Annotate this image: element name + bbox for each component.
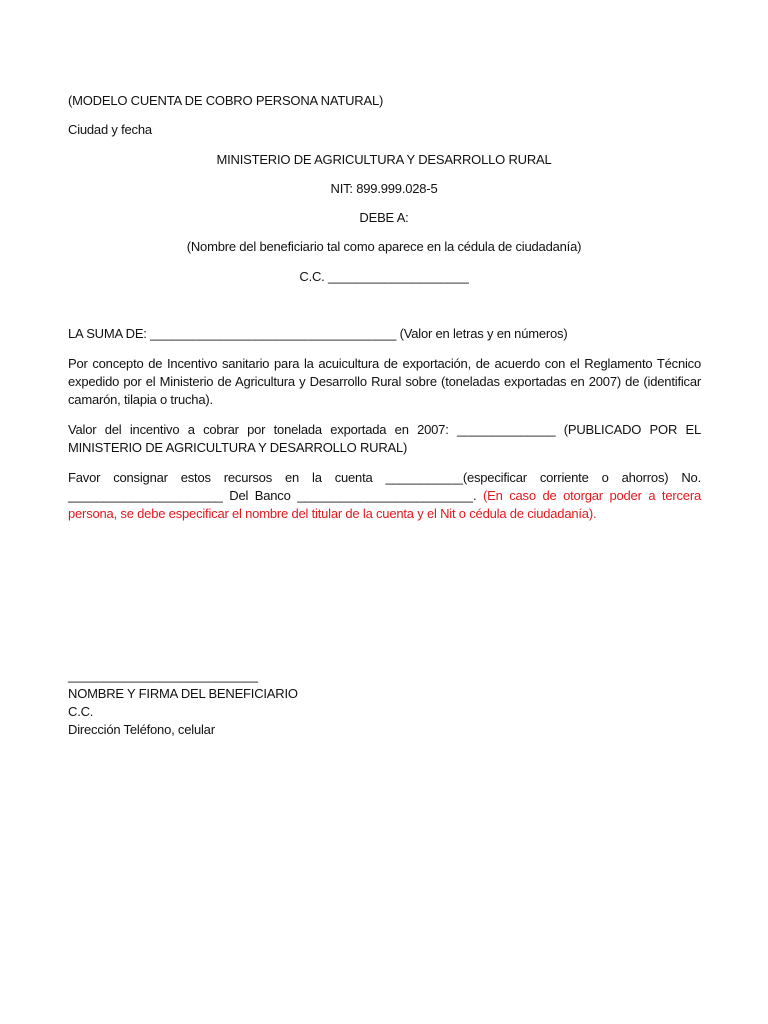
model-title: (MODELO CUENTA DE COBRO PERSONA NATURAL) [68, 93, 384, 108]
beneficiary-cc: C.C. ____________________ [299, 269, 469, 284]
signature-cc-label: C.C. [68, 704, 94, 719]
owes-heading: DEBE A: [359, 210, 409, 225]
beneficiary-name-placeholder: (Nombre del beneficiario tal como aparece en la cédula de ciudadanía) [186, 239, 582, 254]
incentive-value-paragraph: Valor del incentivo a cobrar por tonelada exportada en 2007: ______________ (PUBLICADO POR EL MINISTERIO DE AGRICULTURA Y DESARROLLO RURAL) [68, 422, 701, 455]
city-date: Ciudad y fecha [68, 122, 152, 137]
sum-line: LA SUMA DE: ___________________________________ (Valor en letras y en números) [68, 326, 568, 341]
deposit-text: Favor consignar estos recursos en la cuenta ___________(especificar corriente o ahorros) No. ______________________ Del Banco _________________________. [68, 470, 701, 503]
signature-name-label: NOMBRE Y FIRMA DEL BENEFICIARIO [68, 686, 298, 701]
signature-line: ___________________________ [68, 668, 258, 683]
signature-contact-label: Dirección Teléfono, celular [68, 722, 215, 737]
deposit-paragraph [68, 469, 701, 523]
deposit-note: (En caso de otorgar poder a tercera persona, se debe especificar el nombre del titular de la cuenta y el Nit o cédula de ciudadanía). [68, 488, 701, 521]
ministry-name: MINISTERIO DE AGRICULTURA Y DESARROLLO RURAL [216, 152, 552, 167]
concept-paragraph: Por concepto de Incentivo sanitario para la acuicultura de exportación, de acuerdo con el Reglamento Técnico expedido por el Ministerio de Agricultura y Desarrollo Rural sobre (toneladas exportadas en 2007) de (identificar camarón, tilapia o trucha). [68, 356, 701, 407]
nit-number: NIT: 899.999.028-5 [330, 181, 438, 196]
